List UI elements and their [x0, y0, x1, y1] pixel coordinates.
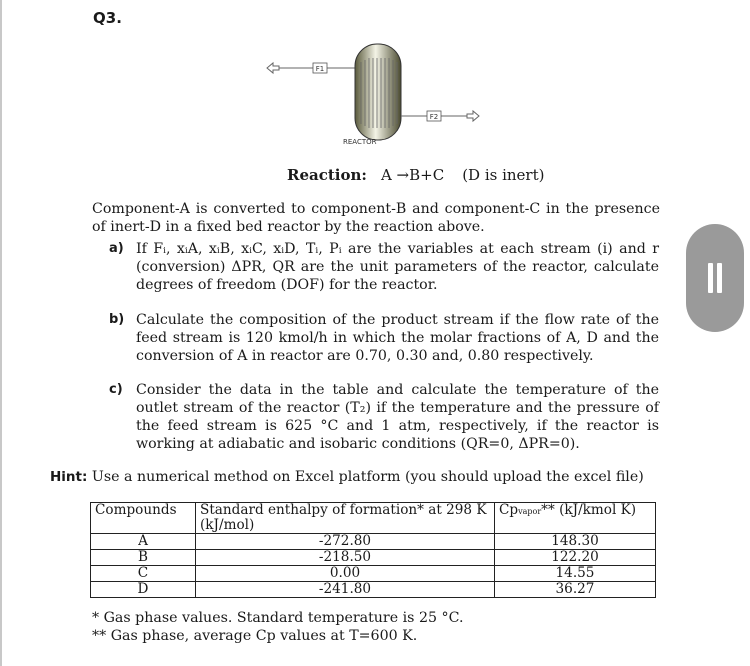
part-b-label: b) [109, 312, 125, 327]
reaction-label: Reaction: [287, 166, 367, 184]
header-compounds: Compounds [91, 503, 196, 534]
hint [50, 469, 644, 485]
part-b-text: Calculate the composition of the product stream if the flow rate of the feed stream is 120 kmol/h in which the molar fractions of A, D and the conversion of A in reactor are 0.70, 0.30 and, 0.80 respectively. [136, 312, 659, 364]
part-a-text: If Fᵢ, xᵢA, xᵢB, xᵢC, xᵢD, Tᵢ, Pᵢ are the variables at each stream (i) and r (conversion) ΔPR, QR are the unit parameters of the reactor, calculate degrees of freedom (DOF) for the reactor. [136, 241, 659, 293]
table-header-row [91, 503, 656, 534]
cell-cp: 36.27 [495, 582, 656, 598]
reaction-equation: A →B+C [380, 166, 445, 184]
header-cp-prefix: Cp [499, 502, 519, 518]
part-c [109, 381, 659, 453]
part-a-label: a) [109, 241, 124, 256]
pause-icon [708, 263, 713, 293]
page-edge [0, 0, 2, 666]
product-tag: F2 [429, 113, 439, 121]
hint-text: Use a numerical method on Excel platform (you should upload the excel file) [91, 469, 644, 485]
table-row [91, 534, 656, 550]
cell-enthalpy: 0.00 [196, 566, 495, 582]
header-cp-suffix: ** (kJ/kmol K) [541, 502, 637, 518]
cell-cp: 14.55 [495, 566, 656, 582]
footnote-cp: ** Gas phase, average Cp values at T=600 K. [92, 628, 418, 644]
part-c-label: c) [109, 382, 123, 397]
reaction-note: (D is inert) [462, 166, 545, 184]
cell-enthalpy: -241.80 [196, 582, 495, 598]
header-cp [495, 503, 656, 534]
reactor-vessel [355, 44, 401, 140]
reaction-line [287, 166, 544, 184]
part-a [109, 240, 659, 294]
pause-button[interactable] [686, 224, 744, 332]
data-table [90, 502, 656, 598]
feed-stream-arrow [267, 63, 355, 73]
cell-enthalpy: -272.80 [196, 534, 495, 550]
header-cp-sub: vapor [518, 507, 542, 516]
cell-enthalpy: -218.50 [196, 550, 495, 566]
footnote-gas-phase: * Gas phase values. Standard temperature is 25 °C. [92, 610, 464, 626]
cell-cp: 148.30 [495, 534, 656, 550]
table-row [91, 582, 656, 598]
header-enthalpy: Standard enthalpy of formation* at 298 K (kJ/mol) [196, 503, 495, 534]
table-row [91, 550, 656, 566]
pause-icon-bar [717, 263, 722, 293]
cell-cp: 122.20 [495, 550, 656, 566]
cell-compound: B [91, 550, 196, 566]
table-row [91, 566, 656, 582]
cell-compound: D [91, 582, 196, 598]
part-c-text: Consider the data in the table and calculate the temperature of the outlet stream of the reactor (T₂) if the temperature and the pressure of the feed stream is 625 °C and 1 atm, respectively, if the reactor is working at adiabatic and isobaric conditions (QR=0, ΔPR=0). [136, 382, 659, 452]
problem-intro: Component-A is converted to component-B and component-C in the presence of inert-D in a fixed bed reactor by the reaction above. [92, 201, 660, 235]
feed-tag: F1 [315, 65, 325, 73]
cell-compound: C [91, 566, 196, 582]
question-title: Q3. [93, 9, 122, 27]
hint-label: Hint: [50, 469, 88, 485]
reactor-diagram [255, 40, 495, 150]
reactor-label: REACTOR [343, 138, 377, 146]
cell-compound: A [91, 534, 196, 550]
part-b [109, 311, 659, 365]
